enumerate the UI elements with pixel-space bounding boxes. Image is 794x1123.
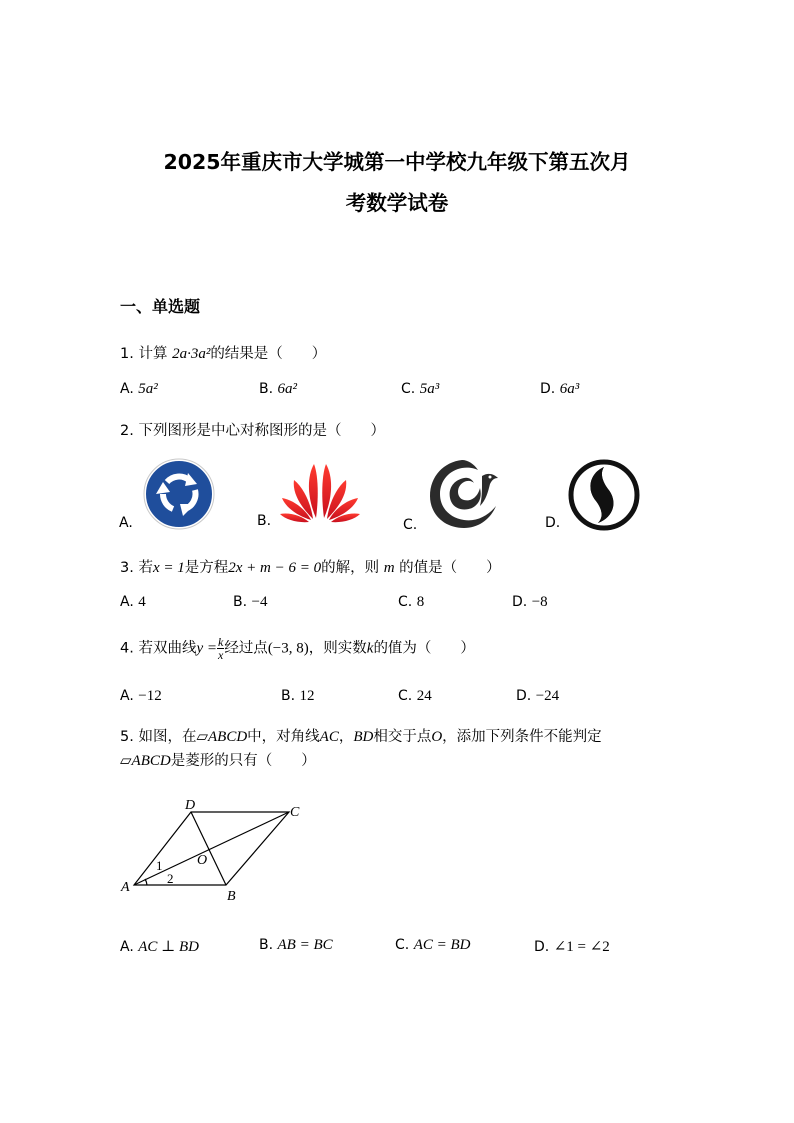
option-value: 4 [138,594,146,610]
question-5-line1 [120,725,602,746]
q4-option-c[interactable] [398,688,432,705]
option-value: −8 [531,594,548,610]
q2-option-b-letter[interactable]: B. [257,513,272,529]
q3-text-d: 的值是（ ） [399,560,501,576]
label-d: D [185,798,196,813]
label-angle-2: 2 [167,871,174,886]
fraction-denominator: x [217,648,224,662]
diagonal-ac [134,812,289,885]
phoenix-logo-icon[interactable] [424,456,504,532]
q3-text-b: 是方程 [184,560,229,576]
q1-option-c[interactable] [401,381,439,398]
q5-text-c: 相交于点 [373,729,432,745]
option-letter: B. [259,381,274,397]
option-value: AC ⊥ BD [138,939,200,955]
q4-text-d: 的值为（ ） [373,640,475,657]
q5-parallelogram-2: ▱ABCD [120,753,171,769]
q5-comma: ， [338,729,354,745]
question-1 [120,342,326,363]
section-title: 一、单选题 [120,297,201,316]
q5-bd: BD [353,729,374,745]
q4-option-a[interactable] [120,688,162,705]
label-angle-1: 1 [156,858,163,873]
q3-text-a: 若 [138,560,153,576]
q1-expression: 2a·3a² [172,346,211,362]
q3-option-b[interactable] [233,594,267,611]
option-letter: B. [233,594,248,610]
option-value: 12 [299,688,315,704]
q5-text-b: 中，对角线 [247,729,320,745]
question-2 [120,419,385,440]
option-letter: D. [516,688,532,704]
option-letter: D. [534,939,550,955]
option-letter: D. [512,594,528,610]
q5-ac: AC [319,729,339,745]
q4-text-c: ，则实数 [308,640,367,657]
option-letter: C. [395,937,410,953]
option-value: −4 [251,594,268,610]
q4-number: 4. [120,640,134,657]
option-value: AB = BC [277,937,333,953]
q3-equation: 2x + m − 6 = 0 [228,560,322,576]
question-3 [120,556,501,577]
option-value: ∠1 = ∠2 [553,939,610,955]
option-letter: A. [120,939,134,955]
q3-text-c: 的解，则 [321,560,380,576]
q2-option-d-letter[interactable]: D. [545,515,561,531]
q3-var-m: m [383,560,395,576]
q3-option-a[interactable] [120,594,146,611]
option-value: 6a³ [559,381,580,397]
q3-number: 3. [120,560,134,576]
option-letter: B. [259,937,274,953]
option-value: 6a² [277,381,298,397]
option-letter: A. [120,594,134,610]
label-c: C [290,805,300,820]
q2-text: 下列图形是中心对称图形的是（ ） [138,423,385,439]
option-letter: C. [398,594,413,610]
q1-number: 1. [120,346,134,362]
q5-option-c[interactable] [395,937,470,954]
q1-option-d[interactable] [540,381,579,398]
q1-option-b[interactable] [259,381,297,398]
q5-option-a[interactable] [120,937,199,956]
option-letter: B. [281,688,296,704]
option-letter: D. [540,381,556,397]
label-o: O [197,853,208,868]
q4-var-k: k [366,640,374,657]
parallelogram-figure [115,795,315,910]
q2-option-c-letter[interactable]: C. [403,517,418,533]
option-value: 24 [416,688,432,704]
dongfeng-logo-icon[interactable] [568,459,640,531]
option-value: 8 [416,594,425,610]
q3-option-c[interactable] [398,594,424,611]
fraction-numerator: k [217,635,224,649]
question-5-line2 [120,749,316,770]
option-value: 5a² [138,381,158,397]
option-value: 5a³ [419,381,440,397]
doc-title-line2: 考数学试卷 [345,191,449,215]
q2-option-a-letter[interactable]: A. [119,515,133,531]
q4-text-a: 若双曲线 [138,640,197,657]
q5-option-d[interactable] [534,937,610,956]
q5-point-o: O [431,729,443,745]
angle-arc [145,879,147,885]
q4-expr-lhs: y = [196,640,217,657]
diagonal-bd [191,812,226,885]
q5-parallelogram: ▱ABCD [196,729,248,745]
option-letter: C. [401,381,416,397]
q5-text-a: 如图，在 [138,729,197,745]
label-b: B [227,889,236,904]
q5-text-e: 是菱形的只有（ ） [170,753,316,769]
q1-text-a: 计算 [138,346,168,362]
option-letter: A. [120,688,134,704]
doc-title-line1: 2025年重庆市大学城第一中学校九年级下第五次月 [163,150,631,174]
q4-option-d[interactable] [516,688,559,705]
question-4 [120,636,475,661]
option-value: AC = BD [413,937,471,953]
option-value: −12 [138,688,162,704]
q5-text-d: ，添加下列条件不能判定 [442,729,602,745]
q1-text-b: 的结果是（ ） [210,346,327,362]
q5-number: 5. [120,729,134,745]
roundabout-sign-icon[interactable] [143,458,215,530]
q3-expr-x: x = 1 [152,560,185,576]
option-letter: A. [120,381,134,397]
q3-option-d[interactable] [512,594,548,611]
option-value: −24 [535,688,560,704]
q5-option-b[interactable] [259,937,333,954]
huawei-logo-icon[interactable] [278,460,362,524]
q2-number: 2. [120,423,134,439]
q4-text-b: 经过点 [224,640,268,657]
option-letter: C. [398,688,413,704]
label-a: A [121,880,130,895]
q1-option-a[interactable] [120,381,158,398]
q4-option-b[interactable] [281,688,315,705]
q4-point: (−3, 8) [267,640,309,657]
